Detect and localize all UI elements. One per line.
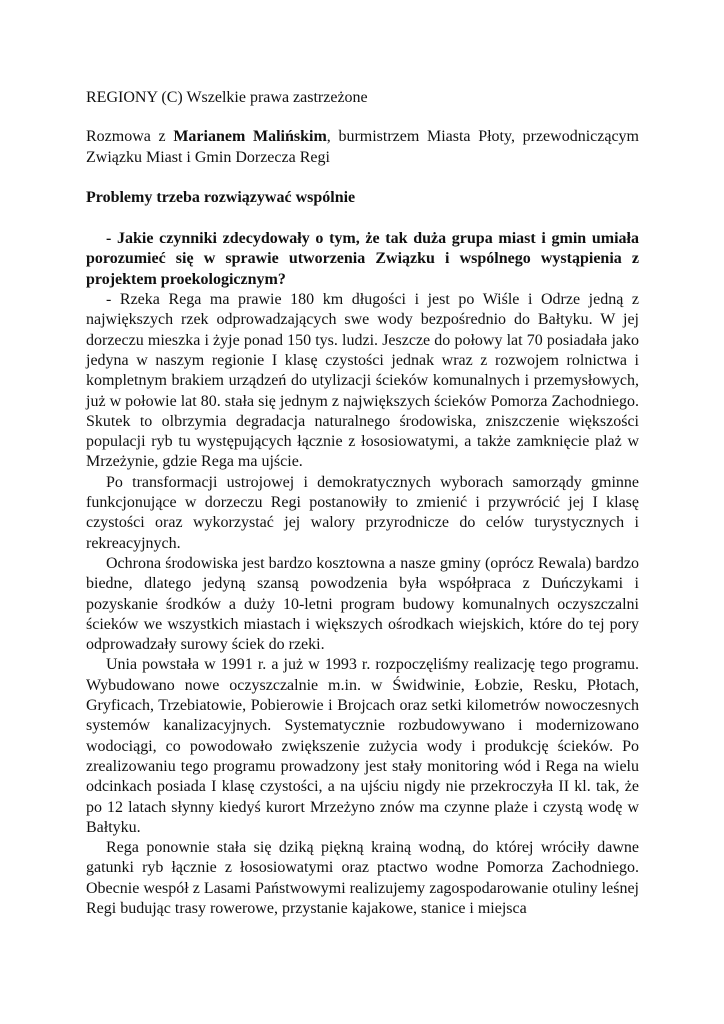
article-headline: Problemy trzeba rozwiązywać wspólnie	[86, 188, 356, 206]
answer-paragraph-5: Rega ponownie stała się dziką piękną krainą wodną, do której wróciły dawne gatunki ryb łącznie z łososiowatymi oraz ptactwo wodne Pomorza Zachodniego. Obecnie wespół z Lasami Państwowymi realizujemy zagospodarowanie otuliny leśnej Regi budując trasy rowerowe, przystanie kajakowe, stanice i miejsca	[86, 839, 639, 917]
answer-paragraph-1: - Rzeka Rega ma prawie 180 km długości i jest po Wiśle i Odrze jedną z największych rzek odprowadzających swe wody bezpośrednio do Bałtyku. W jej dorzeczu mieszka i żyje ponad 150 tys. ludzi. Jeszcze do połowy lat 70 posiadała jako jedyna w naszym regionie I klasę czystości jednak wraz z rozwojem rolnictwa i kompletnym brakiem urządzeń do utylizacji ścieków komunalnych i przemysłowych, już w połowie lat 80. stała się jednym z największych ścieków Pomorza Zachodniego. Skutek to olbrzymia degradacja naturalnego środowiska, zniszczenie większości populacji ryb tu występujących łącznie z łososiowatymi, a także zamknięcie plaż w Mrzeżynie, gdzie Rega ma ujście.	[86, 291, 639, 471]
interviewee-name: Marianem Malińskim	[173, 128, 327, 146]
document-page	[86, 88, 639, 919]
copyright-header: REGIONY (C) Wszelkie prawa zastrzeżone	[86, 89, 368, 106]
interview-intro	[86, 127, 639, 168]
answer-paragraph-4: Unia powstała w 1991 r. a już w 1993 r. rozpoczęliśmy realizację tego programu. Wybudowano nowe oczyszczalnie m.in. w Świdwinie, Łobzie, Resku, Płotach, Gryficach, Trzebiatowie, Pobierowie i Brojcach oraz setki kilometrów nowoczesnych systemów kanalizacyjnych. Systematycznie rozbudowywano i modernizowano wodociągi, co powodowało zwiększenie zużycia wody i produkcję ścieków. Po zrealizowaniu tego programu prowadzony jest stały monitoring wód i Rega na wielu odcinkach posiada I klasę czystości, a na ujściu nigdy nie przekroczyła II kl. tak, że po 12 latach słynny kiedyś kurort Mrzeżyno znów ma czynne plaże i czystą wodę w Bałtyku.	[86, 656, 639, 836]
answer-paragraph-3: Ochrona środowiska jest bardzo kosztowna a nasze gminy (oprócz Rewala) bardzo biedne, dlatego jedyną szansą powodzenia była współpraca z Duńczykami i pozyskanie środków a duży 10-letni program budowy komunalnych oczyszczalni ścieków we wszystkich miastach i większych ośrodkach wiejskich, które do tej pory odprowadzały surowy ściek do rzeki.	[86, 554, 639, 654]
intro-suffix: , burmistrzem Miasta Płoty, przewodniczącym Związku Miast i Gmin Dorzecza Regi	[86, 128, 639, 166]
interview-question: - Jakie czynniki zdecydowały o tym, że tak duża grupa miast i gmin umiała porozumieć się w sprawie utworzenia Związku i wspólnego wystąpienia z projektem proekologicznym?	[86, 230, 639, 288]
intro-prefix: Rozmowa z	[86, 128, 174, 146]
answer-paragraph-2: Po transformacji ustrojowej i demokratycznych wyborach samorządy gminne funkcjonujące w dorzeczu Regi postanowiły to zmienić i przywrócić jej I klasę czystości oraz wykorzystać jej walory przyrodnicze do celów turystycznych i rekreacyjnych.	[86, 473, 639, 552]
